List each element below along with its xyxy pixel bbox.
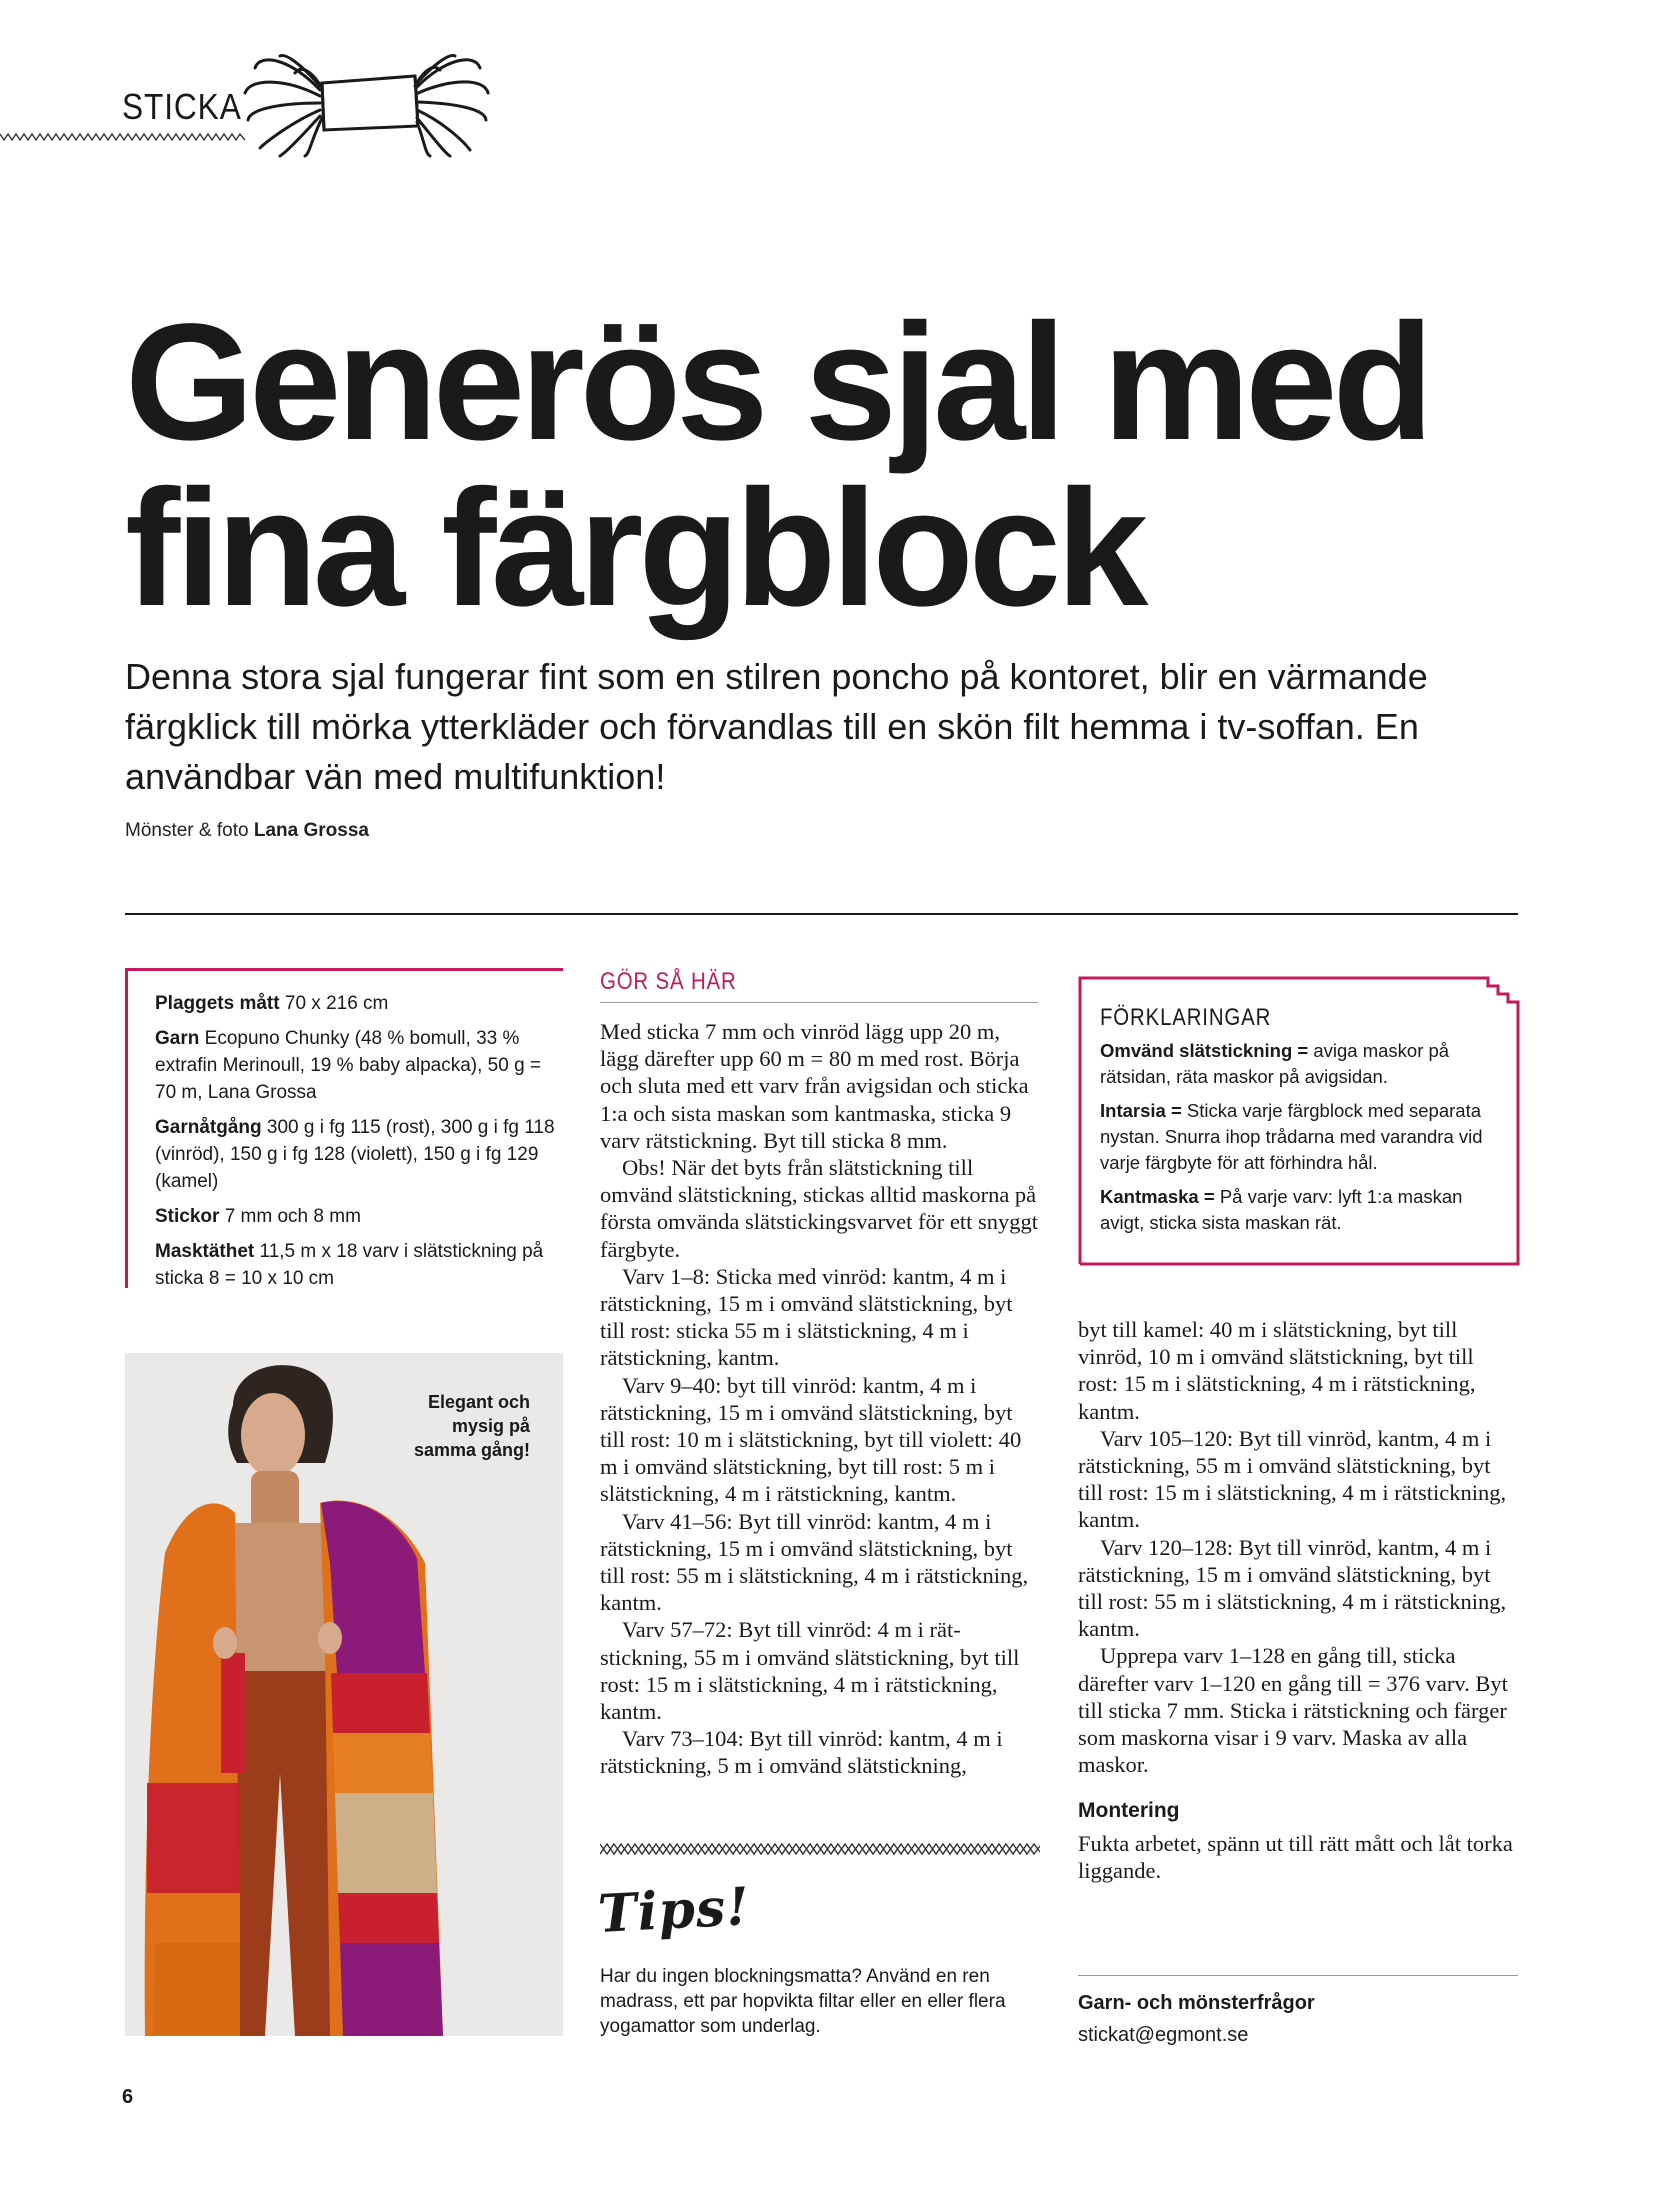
instruction-paragraph: Varv 1–8: Sticka med vinröd: kantm, 4 m i rätstickning, 15 m i omvänd slätstickning, byt till rost: sticka 55 m i slätstickning, 4 m i rätstickning, kantm. bbox=[600, 1263, 1013, 1371]
instruction-paragraph: Varv 120–128: Byt till vinröd, kantm, 4 m i rätstickning, 15 m i omvänd slätstickning, byt till rost: 55 m i slätstickning, 4 m i rätstickning, kantm. bbox=[1078, 1534, 1507, 1642]
contact-rule bbox=[1078, 1975, 1518, 1976]
explanations-title: FÖRKLARINGAR bbox=[1100, 1004, 1272, 1031]
info-item-text: 300 g i fg 115 (rost), 300 g i fg 118 (vinröd), 150 g i fg 128 (violett), 150 g i fg 129 (kamel) bbox=[155, 1117, 555, 1192]
info-item-text: Ecopuno Chunky (48 % bomull, 33 % extrafin Merinoull, 19 % baby alpacka), 50 g = 70 m, Lana Grossa bbox=[155, 1028, 542, 1103]
instruction-paragraph: Upprepa varv 1–128 en gång till, sticka därefter varv 1–120 en gång till = 376 varv. Byt till sticka 7 mm. Sticka i rätstickning och färger som maskorna visar i 9 varv. Maska av alla maskor. bbox=[1078, 1643, 1508, 1778]
explanation-term: Omvänd slätstickning = bbox=[1100, 1040, 1309, 1061]
instruction-paragraph: Varv 57–72: Byt till vinröd: 4 m i rätstickning, 55 m i omvänd slätstickning, byt till rost: 15 m i slätstickning, 4 m i rätstickning, kantm. bbox=[600, 1617, 1020, 1725]
page-title bbox=[125, 290, 1525, 641]
info-item-text: 7 mm och 8 mm bbox=[224, 1206, 361, 1227]
title-line-1: Generös sjal med bbox=[125, 290, 1429, 475]
info-item-label: Garn bbox=[155, 1028, 200, 1049]
info-box-border-top bbox=[125, 968, 563, 971]
info-box-border-left bbox=[125, 968, 128, 1288]
explanation-item bbox=[1100, 1184, 1505, 1236]
info-item bbox=[155, 1203, 555, 1230]
info-item bbox=[155, 990, 555, 1017]
info-item bbox=[155, 1238, 555, 1292]
photo-caption: Elegant och mysig på samma gång! bbox=[413, 1392, 530, 1460]
instruction-paragraph: Obs! När det byts från slätstickning till omvänd slätstickning, stickas alltid maskorna på första omvända slätstickingsvarvet för ett snyggt färgbyte. bbox=[600, 1155, 1039, 1262]
instruction-paragraph: Med sticka 7 mm och vinröd lägg upp 20 m, lägg därefter upp 60 m = 80 m med rost. Börja och sluta med ett varv från avigsidan och sticka 1:a och sista maskan som kantmaska, sticka 9 varv rätstickning. Byt till sticka 8 mm. bbox=[600, 1019, 1029, 1153]
instruction-paragraph: Varv 105–120: Byt till vinröd, kantm, 4 m i rätstickning, 55 m i omvänd slätstickning, byt till rost: 15 m i slätstickning, 4 m i rätstickning, kantm. bbox=[1078, 1425, 1507, 1533]
yarn-skein-icon bbox=[240, 48, 490, 158]
section-label: STICKA bbox=[122, 86, 242, 127]
explanation-text: På varje varv: lyft 1:a maskan avigt, sticka sista maskan rät. bbox=[1100, 1186, 1463, 1233]
instructions-rule bbox=[600, 1002, 1038, 1003]
contact-email-link[interactable]: stickat@egmont.se bbox=[1078, 2024, 1249, 2046]
explanation-term: Kantmaska = bbox=[1100, 1186, 1215, 1207]
explanation-term: Intarsia = bbox=[1100, 1100, 1182, 1121]
info-item bbox=[155, 1025, 555, 1106]
explanation-item bbox=[1100, 1038, 1505, 1090]
explanations-box bbox=[1078, 976, 1520, 1266]
tips-text: Har du ingen blockningsmatta? Använd en ren madrass, ett par hopvikta filtar eller en eller flera yogamattor som underlag. bbox=[600, 1966, 1006, 2037]
info-item-text: 70 x 216 cm bbox=[284, 993, 389, 1014]
tips-heading: Tips! bbox=[596, 1876, 752, 1945]
title-line-2: fina färgblock bbox=[125, 456, 1144, 641]
instruction-paragraph: Varv 9–40: byt till vinröd: kantm, 4 m i rätstickning, 15 m i omvänd slätstickning, byt till rost: 10 m i slätstickning, byt till violett: 40 m i omvänd slätstickning, byt till rost: 5 m i slätstickning, 4 m i rätstickning, kantm. bbox=[600, 1372, 1022, 1507]
instruction-paragraph: Varv 41–56: Byt till vinröd: kantm, 4 m i rätstickning, 15 m i omvänd slätstickning, byt till rost: 55 m i slätstickning, 4 m i rätstickning, kantm. bbox=[600, 1508, 1029, 1616]
info-item-text: 11,5 m x 18 varv i slätstickning på sticka 8 = 10 x 10 cm bbox=[155, 1241, 544, 1289]
explanations-content bbox=[1100, 1038, 1505, 1244]
credit-label: Mönster & foto bbox=[125, 820, 249, 841]
explanation-item bbox=[1100, 1098, 1505, 1176]
montering-heading: Montering bbox=[1078, 1799, 1180, 1822]
lead-paragraph: Denna stora sjal fungerar fint som en stilren poncho på kontoret, blir en värmande färgklick till mörka ytterkläder och förvandlas till en skön filt hemma i tv-soffan. En användbar vän med multifunktion! bbox=[125, 656, 1428, 797]
explanation-text: aviga maskor på rätsidan, räta maskor på avigsidan. bbox=[1100, 1040, 1450, 1087]
instructions-column-2 bbox=[1078, 1316, 1518, 1778]
info-box bbox=[125, 968, 563, 1288]
zigzag-divider bbox=[600, 1842, 1040, 1856]
instruction-paragraph: byt till kamel: 40 m i slätstickning, byt till vinröd, 10 m i omvänd slätstickning, byt till rost: 15 m i slätstickning, 4 m i rätstickning, kantm. bbox=[1078, 1317, 1476, 1424]
info-item bbox=[155, 1114, 555, 1195]
horizontal-rule bbox=[125, 913, 1518, 915]
instructions-heading: GÖR SÅ HÄR bbox=[600, 968, 737, 995]
montering-text: Fukta arbetet, spänn ut till rätt mått och låt torka liggande. bbox=[1078, 1831, 1513, 1884]
page-number: 6 bbox=[122, 2086, 134, 2108]
instruction-paragraph: Varv 73–104: Byt till vinröd: kantm, 4 m i rätstickning, 5 m i omvänd slätstickning, bbox=[600, 1726, 1003, 1779]
explanation-text: Sticka varje färgblock med separata nystan. Snurra ihop trådarna med varandra vid varje färgbyte för att förhindra hål. bbox=[1100, 1100, 1483, 1173]
info-item-label: Garnåtgång bbox=[155, 1117, 262, 1138]
credit-line bbox=[125, 820, 369, 842]
info-box-content bbox=[155, 990, 555, 1300]
header-zigzag-divider bbox=[0, 130, 245, 144]
info-item-label: Plaggets mått bbox=[155, 993, 280, 1014]
info-item-label: Masktäthet bbox=[155, 1241, 255, 1262]
credit-name: Lana Grossa bbox=[253, 820, 369, 841]
instructions-column-1 bbox=[600, 1018, 1040, 1780]
contact-heading: Garn- och mönsterfrågor bbox=[1078, 1992, 1315, 2014]
info-item-label: Stickor bbox=[155, 1206, 220, 1227]
